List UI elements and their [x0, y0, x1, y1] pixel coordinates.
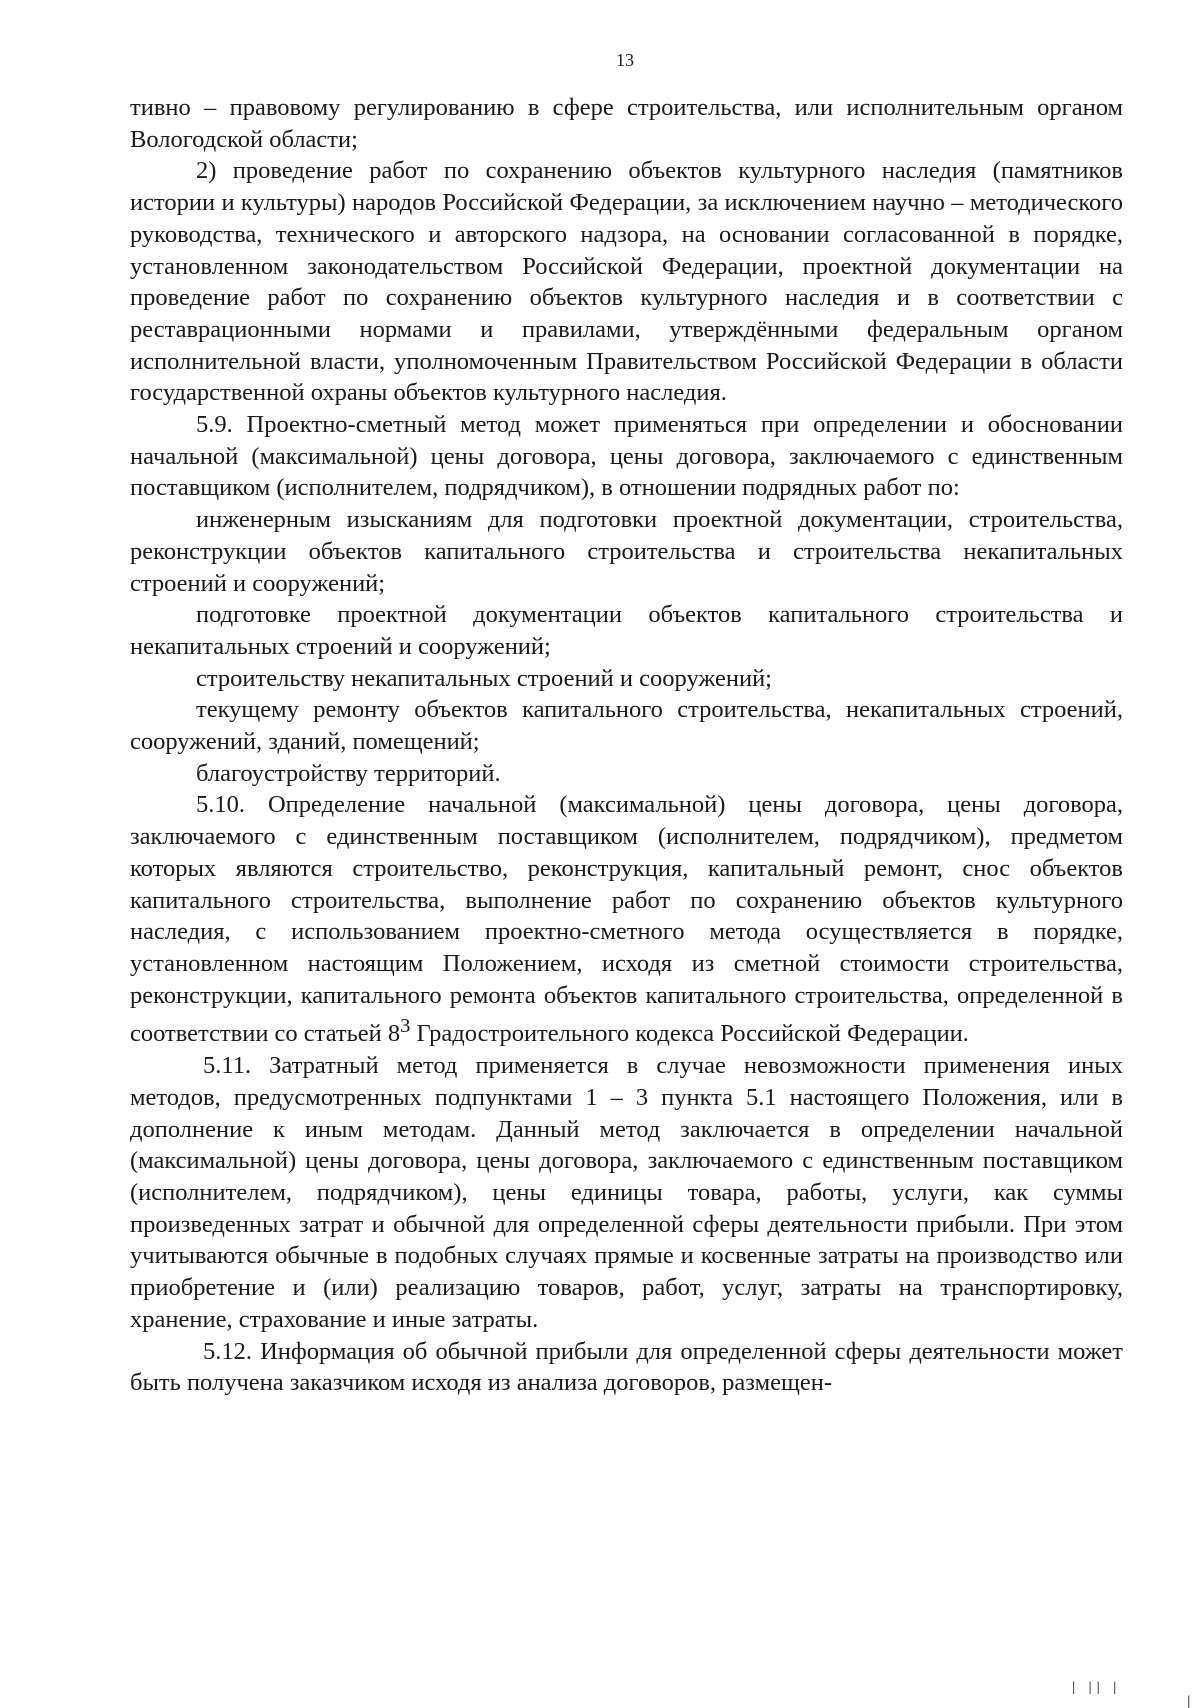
paragraph-continuation: тивно – правовому регулированию в сфере строительства, или исполнительным органом Вологодской области; — [130, 94, 1123, 153]
paragraph-5-10-text-end: Градостроительного кодекса Российской Федерации. — [410, 1020, 969, 1048]
paragraph-5-12: 5.12. Информация об обычной прибыли для определенной сферы деятельности может быть получена заказчиком исходя из анализа договоров, размещен- — [130, 1337, 1123, 1397]
paragraph-5-11: 5.11. Затратный метод применяется в случае невозможности применения иных методов, предусмотренных подпунктами 1 – 3 пункта 5.1 настоящего Положения, или в дополнение к иным методам. Данный метод заключается в определении начальной (максимальной) цены договора, цены договора, заключаемого с единственным поставщиком (исполнителем, подрядчиком), цены единицы товара, работы, услуги, как суммы произведенных затрат и обычной для определенной сферы деятельности прибыли. При этом учитываются обычные в подобных случаях прямые и косвенные затраты на производство или приобретение и (или) реализацию товаров, работ, услуг, затраты на транспортировку, хранение, страхование и иные затраты. — [130, 1052, 1123, 1333]
list-item-project-documentation: подготовке проектной документации объектов капитального строительства и некапитальных строений и сооружений; — [130, 601, 1123, 660]
paragraph-5-10 — [130, 789, 1123, 1050]
list-item-landscaping: благоустройству территорий. — [196, 759, 501, 787]
article-superscript: 3 — [400, 1015, 411, 1038]
paragraph-5-9: 5.9. Проектно-сметный метод может применяться при определении и обосновании начальной (максимальной) цены договора, цены договора, заключаемого с единственным поставщиком (исполнителем, подрядчиком), в отношении подрядных работ по: — [130, 411, 1123, 502]
list-item-engineering-surveys: инженерным изысканиям для подготовки проектной документации, строительства, реконструкции объектов капитального строительства и строительства некапитальных строений и сооружений; — [130, 506, 1123, 597]
list-item-construction: строительству некапитальных строений и сооружений; — [196, 664, 772, 692]
paragraph-item-2: 2) проведение работ по сохранению объектов культурного наследия (памятников истории и культуры) народов Российской Федерации, за исключением научно – методического руководства, технического и авторского надзора, на основании согласованной в порядке, установленном законодательством Российской Федерации, проектной документации на проведение работ по сохранению объектов культурного наследия и в соответствии с реставрационными нормами и правилами, утверждёнными федеральным органом исполнительной власти, уполномоченным Правительством Российской Федерации в области государственной охраны объектов культурного наследия. — [130, 157, 1123, 407]
scan-marks: | || | | — [1070, 1680, 1194, 1708]
document-body — [130, 92, 1123, 1399]
page-number: 13 — [616, 50, 634, 70]
list-item-current-repair: текущему ремонту объектов капитального строительства, некапитальных строений, сооружений, зданий, помещений; — [130, 696, 1123, 756]
paragraph-5-10-text: 5.10. Определение начальной (максимальной) цены договора, цены договора, заключаемого с единственным поставщиком (исполнителем, подрядчиком), предметом которых являются строительство, реконструкция, капитальный ремонт, снос объектов капитального строительства, выполнение работ по сохранению объектов культурного наследия, с использованием проектно-сметного метода осуществляется в порядке, установленном настоящим Положением, исходя из сметной стоимости строительства, реконструкции, капитального ремонта объектов капитального строительства, определенной в соответствии со статьей 8 — [130, 791, 1123, 1048]
